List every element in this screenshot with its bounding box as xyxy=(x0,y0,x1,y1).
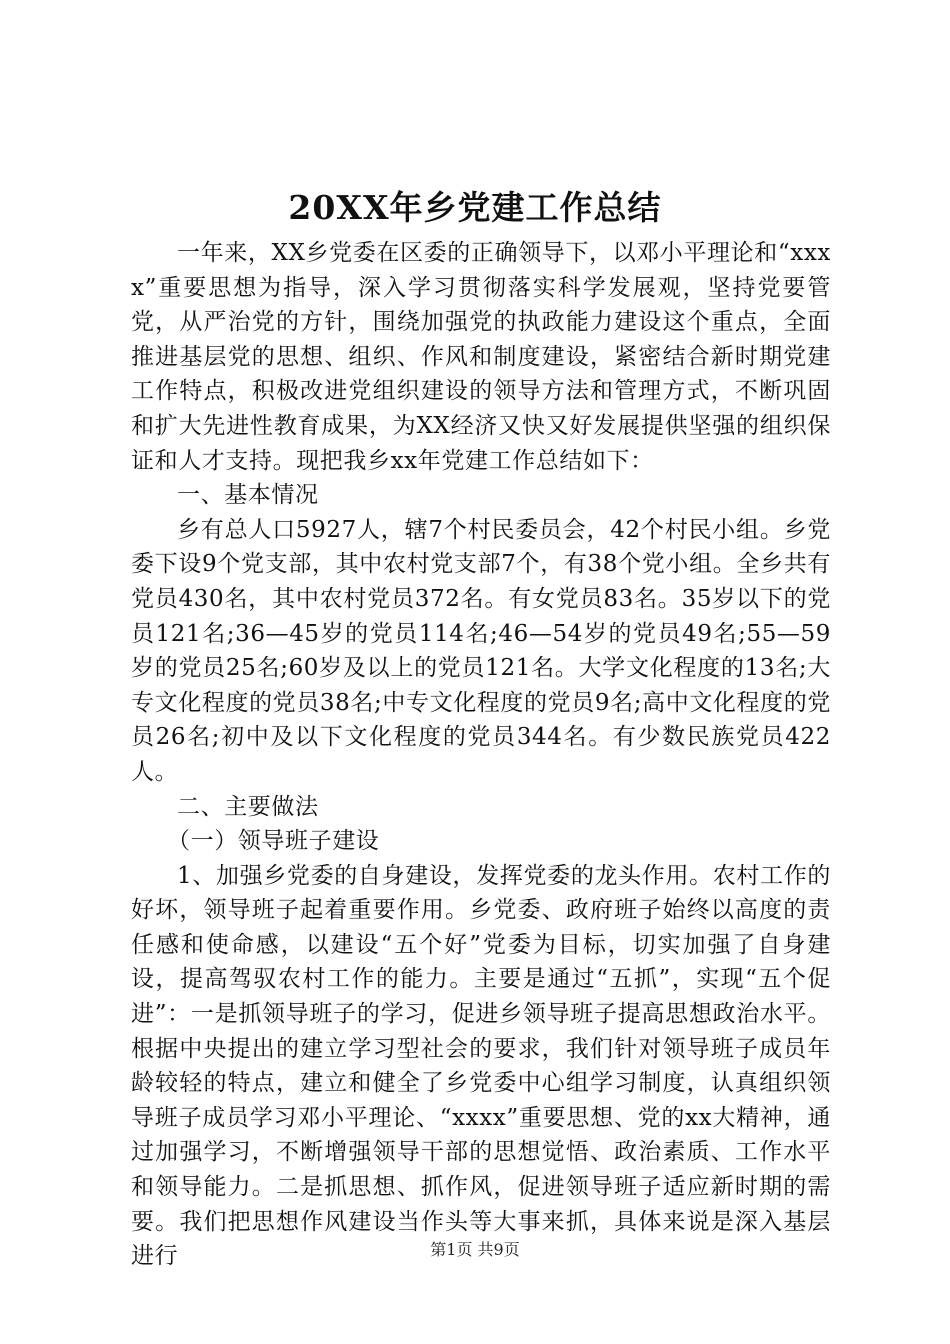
subsection-heading-leadership: （一）领导班子建设 xyxy=(167,828,380,855)
section-heading-basic-info: 一、基本情况 xyxy=(177,482,319,509)
section-heading-main-methods: 二、主要做法 xyxy=(177,793,319,820)
basic-info-paragraph: 乡有总人口5927人，辖7个村民委员会，42个村民小组。乡党委下设9个党支部，其中农村党支部7个，有38个党小组。全乡共有党员430名，其中农村党员372名。有女党员83名。35岁以下的党员121名;36—45岁的党员114名;46—54岁的党员49名;55—59岁的党员25名;60岁及以上的党员121名。大学文化程度的13名;大专文化程度的党员38名;中专文化程度的党员9名;高中文化程度的党员26名;初中及以下文化程度的党员344名。有少数民族党员422人。 xyxy=(131,516,831,785)
leadership-paragraph: 1、加强乡党委的自身建设，发挥党委的龙头作用。农村工作的好坏，领导班子起着重要作用。乡党委、政府班子始终以高度的责任感和使命感，以建设“五个好”党委为目标，切实加强了自身建设，提高驾驭农村工作的能力。主要是通过“五抓”，实现“五个促进”：一是抓领导班子的学习，促进乡领导班子提高思想政治水平。根据中央提出的建立学习型社会的要求，我们针对领导班子成员年龄较轻的特点，建立和健全了乡党委中心组学习制度，认真组织领导班子成员学习邓小平理论、“xxxx”重要思想、党的xx大精神，通过加强学习，不断增强领导干部的思想觉悟、政治素质、工作水平和领导能力。二是抓思想、抓作风，促进领导班子适应新时期的需要。我们把思想作风建设当作头等大事来抓，具体来说是深入基层进行 xyxy=(131,862,831,1270)
document-title: 20XX年乡党建工作总结 xyxy=(288,188,662,227)
intro-paragraph: 一年来，XX乡党委在区委的正确领导下，以邓小平理论和“xxxx”重要思想为指导，深入学习贯彻落实科学发展观，坚持党要管党，从严治党的方针，围绕加强党的执政能力建设这个重点，全面推进基层党的思想、组织、作风和制度建设，紧密结合新时期党建工作特点，积极改进党组织建设的领导方法和管理方式，不断巩固和扩大先进性教育成果，为XX经济又快又好发展提供坚强的组织保证和人才支持。现把我乡xx年党建工作总结如下： xyxy=(131,240,831,474)
document-body xyxy=(131,236,831,1274)
page-footer: 第1页 共9页 xyxy=(430,1240,520,1259)
